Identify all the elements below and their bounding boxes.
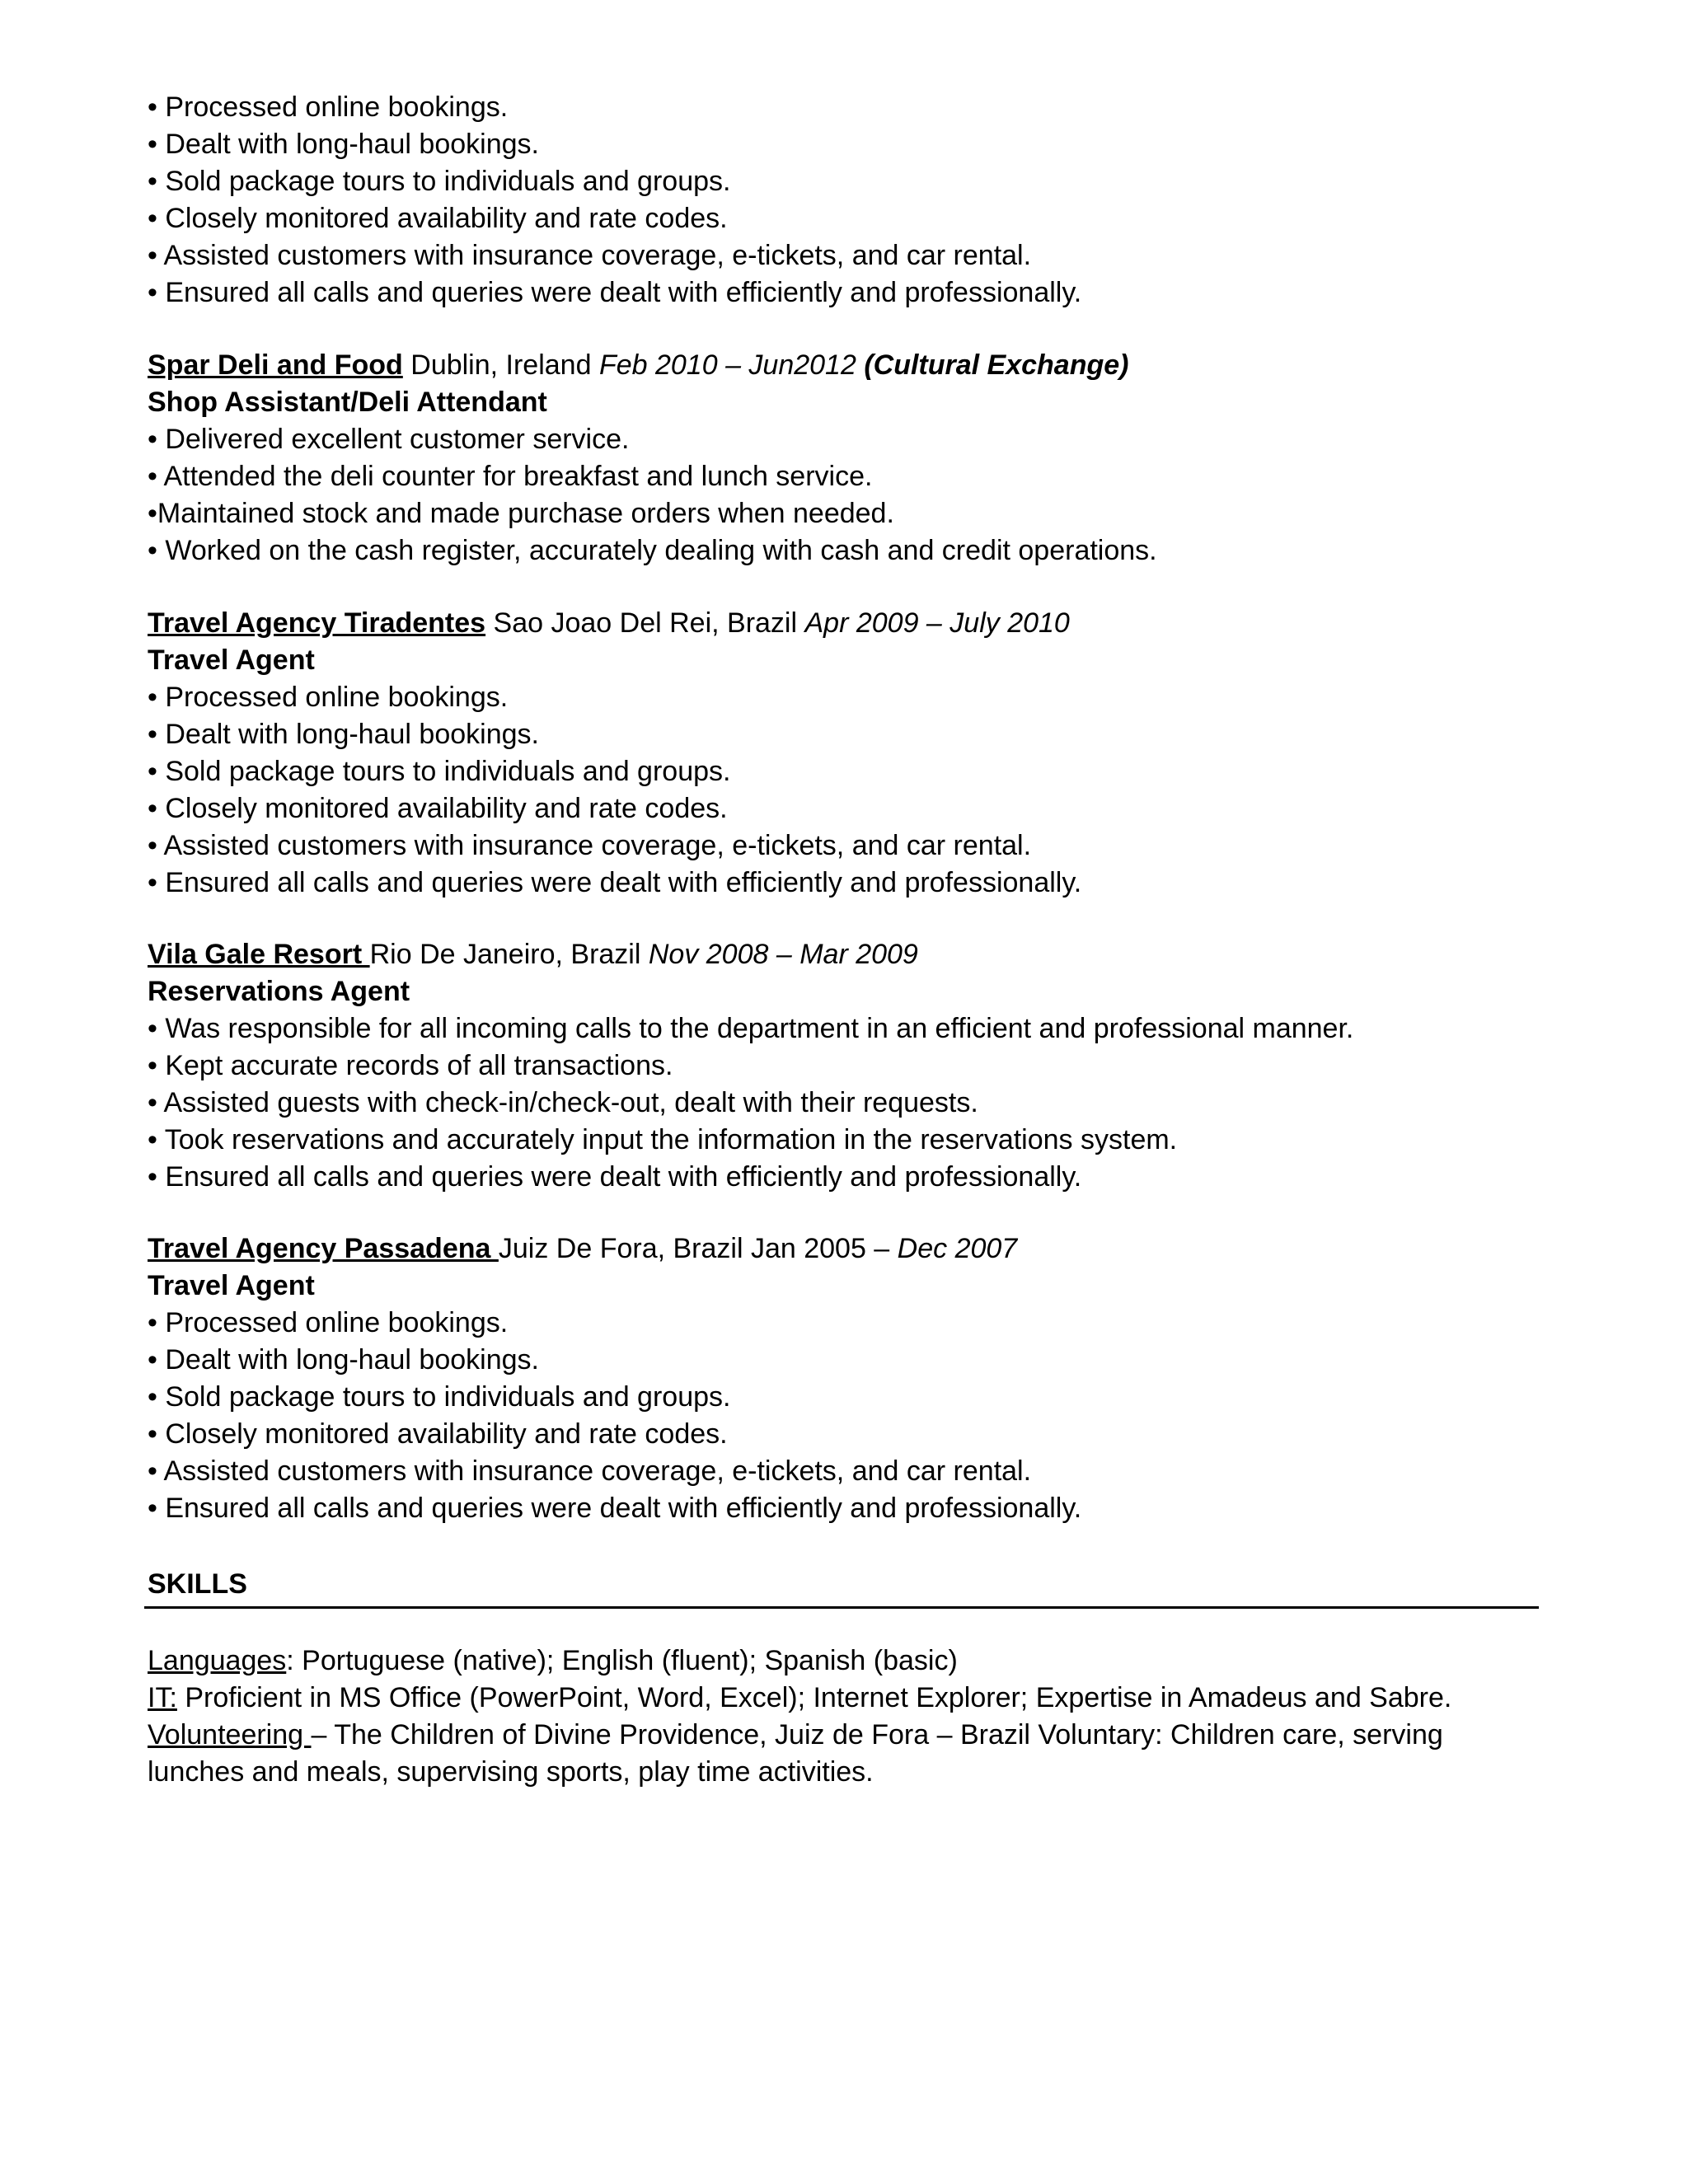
job-location: Juiz De Fora, Brazil Jan 2005 – [498, 1233, 898, 1264]
bullet-item: • Closely monitored availability and rate codes. [148, 203, 728, 234]
job-entry-passadena [148, 1230, 1565, 1527]
job-entry-spar [148, 347, 1565, 569]
bullet-item: • Kept accurate records of all transactions. [148, 1050, 673, 1081]
bullet-item: • Dealt with long-haul bookings. [148, 719, 539, 750]
job-location: Dublin, Ireland [402, 349, 599, 381]
job-entry-tiradentes [148, 605, 1565, 902]
languages-label: Languages [148, 1645, 287, 1676]
volunteering-label: Volunteering [148, 1719, 312, 1750]
bullet-item: • Worked on the cash register, accurately dealing with cash and credit operations. [148, 535, 1157, 566]
job-dates: Apr 2009 – July 2010 [804, 607, 1070, 639]
bullet-item: • Ensured all calls and queries were dealt with efficiently and professionally. [148, 867, 1082, 898]
skills-section [148, 1643, 1540, 1791]
job-dates: Dec 2007 [897, 1233, 1018, 1264]
bullet-item: • Dealt with long-haul bookings. [148, 129, 539, 160]
bullet-item: • Sold package tours to individuals and groups. [148, 166, 731, 197]
job-note: (Cultural Exchange) [864, 349, 1129, 381]
bullet-item: • Attended the deli counter for breakfast and lunch service. [148, 461, 873, 492]
bullet-item: • Sold package tours to individuals and groups. [148, 756, 731, 787]
languages-text: : Portuguese (native); English (fluent); Spanish (basic) [286, 1645, 958, 1676]
skills-languages [148, 1643, 1540, 1680]
job-header [148, 605, 1565, 642]
bullet-item: • Processed online bookings. [148, 682, 509, 713]
job-header [148, 347, 1565, 384]
company-name: Travel Agency Passadena [148, 1233, 499, 1264]
volunteering-text: – The Children of Divine Providence, Juiz de Fora – Brazil Voluntary: Children care, serving lunches and meals, supervising sports, play time activities. [148, 1719, 1443, 1788]
bullet-item: • Closely monitored availability and rate codes. [148, 793, 728, 824]
bullet-item: • Ensured all calls and queries were dealt with efficiently and professionally. [148, 1493, 1082, 1524]
job-dates: Nov 2008 – Mar 2009 [648, 939, 918, 970]
section-divider [144, 1606, 1539, 1609]
bullet-item: • Dealt with long-haul bookings. [148, 1344, 539, 1376]
skills-heading: SKILLS [148, 1568, 247, 1600]
job-location: Rio De Janeiro, Brazil [369, 939, 649, 970]
job-location: Sao Joao Del Rei, Brazil [485, 607, 805, 639]
job-dates: Feb 2010 – Jun2012 [598, 349, 865, 381]
job-title: Reservations Agent [148, 976, 410, 1007]
bullet-item: • Ensured all calls and queries were dealt with efficiently and professionally. [148, 1161, 1082, 1193]
bullet-item: • Processed online bookings. [148, 1307, 509, 1338]
job-title: Travel Agent [148, 644, 315, 676]
company-name: Spar Deli and Food [148, 349, 403, 381]
job-header [148, 936, 1565, 973]
bullet-item: • Sold package tours to individuals and groups. [148, 1381, 731, 1413]
job-header [148, 1230, 1565, 1268]
company-name: Travel Agency Tiradentes [148, 607, 486, 639]
bullet-item: • Took reservations and accurately input the information in the reservations system. [148, 1124, 1178, 1155]
company-name: Vila Gale Resort [148, 939, 370, 970]
bullet-item: • Assisted guests with check-in/check-out, dealt with their requests. [148, 1087, 978, 1118]
skills-it [148, 1680, 1540, 1717]
bullet-item: • Closely monitored availability and rate codes. [148, 1418, 728, 1450]
bullet-item: • Assisted customers with insurance coverage, e-tickets, and car rental. [148, 1455, 1032, 1487]
bullet-item: • Assisted customers with insurance coverage, e-tickets, and car rental. [148, 240, 1032, 271]
bullet-item: •Maintained stock and made purchase orders when needed. [148, 498, 894, 529]
skills-volunteering [148, 1717, 1540, 1791]
job-entry-vila-gale [148, 936, 1565, 1196]
bullet-item: • Ensured all calls and queries were dealt with efficiently and professionally. [148, 277, 1082, 308]
bullet-item: • Delivered excellent customer service. [148, 424, 630, 455]
bullet-item: • Assisted customers with insurance coverage, e-tickets, and car rental. [148, 830, 1032, 861]
job-title: Travel Agent [148, 1270, 315, 1301]
bullet-item: • Processed online bookings. [148, 91, 509, 123]
it-text: Proficient in MS Office (PowerPoint, Word, Excel); Internet Explorer; Expertise in Amadeus and Sabre. [176, 1682, 1452, 1713]
bullet-item: • Was responsible for all incoming calls to the department in an efficient and professional manner. [148, 1013, 1354, 1044]
previous-job-bullets [148, 89, 1565, 312]
job-title: Shop Assistant/Deli Attendant [148, 387, 547, 418]
it-label: IT: [148, 1682, 177, 1713]
